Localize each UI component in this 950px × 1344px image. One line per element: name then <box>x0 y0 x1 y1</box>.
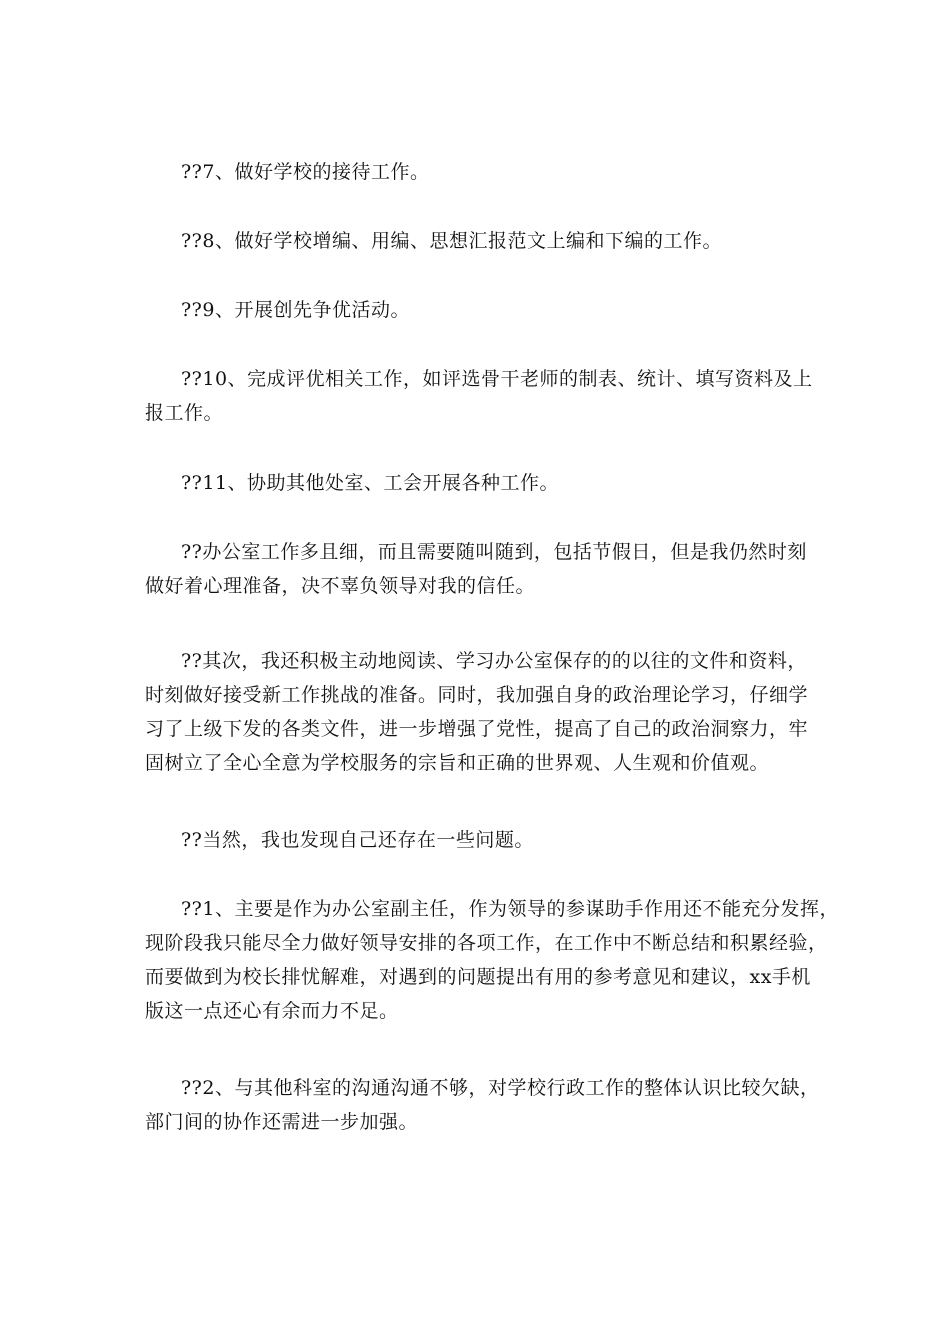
paragraph-item-8 <box>145 224 810 258</box>
text-line: ??11、协助其他处室、工会开展各种工作。 <box>181 472 560 494</box>
text-line: 报工作。 <box>145 402 224 424</box>
text-line: ??1、主要是作为办公室副主任，作为领导的参谋助手作用还不能充分发挥， <box>181 898 839 920</box>
text-line: ??2、与其他科室的沟通沟通不够，对学校行政工作的整体认识比较欠缺， <box>181 1077 820 1099</box>
text-line: ??8、做好学校增编、用编、思想汇报范文上编和下编的工作。 <box>181 230 722 252</box>
paragraph-office-work <box>145 535 810 603</box>
paragraph-problem-1 <box>145 892 839 1028</box>
text-line: 时刻做好接受新工作挑战的准备。同时，我加强自身的政治理论学习，仔细学 <box>145 684 809 706</box>
paragraph-problems-intro <box>145 823 810 857</box>
text-line: 现阶段我只能尽全力做好领导安排的各项工作，在工作中不断总结和积累经验， <box>145 932 828 954</box>
text-line: ??其次，我还积极主动地阅读、学习办公室保存的的以往的文件和资料， <box>181 650 807 672</box>
text-line: ??10、完成评优相关工作，如评选骨干老师的制表、统计、填写资料及上 <box>181 368 813 390</box>
paragraph-item-11 <box>145 466 810 500</box>
text-line: 固树立了全心全意为学校服务的宗旨和正确的世界观、人生观和价值观。 <box>145 752 770 774</box>
paragraph-item-9 <box>145 293 810 327</box>
text-line: 版这一点还心有余而力不足。 <box>145 1000 399 1022</box>
text-line: 而要做到为校长排忧解难，对遇到的问题提出有用的参考意见和建议，xx手机 <box>145 966 811 988</box>
text-line: ??办公室工作多且细，而且需要随叫随到，包括节假日，但是我仍然时刻 <box>181 541 807 563</box>
paragraph-item-10 <box>145 362 813 430</box>
paragraph-problem-2 <box>145 1071 820 1139</box>
text-line: 做好着心理准备，决不辜负领导对我的信任。 <box>145 575 536 597</box>
text-line: ??9、开展创先争优活动。 <box>181 299 410 321</box>
text-line: 习了上级下发的各类文件，进一步增强了党性，提高了自己的政治洞察力，牢 <box>145 718 809 740</box>
text-line: ??7、做好学校的接待工作。 <box>181 161 430 183</box>
paragraph-item-7 <box>145 155 810 189</box>
text-line: ??当然，我也发现自己还存在一些问题。 <box>181 829 534 851</box>
paragraph-secondly <box>145 644 810 780</box>
text-line: 部门间的协作还需进一步加强。 <box>145 1111 419 1133</box>
